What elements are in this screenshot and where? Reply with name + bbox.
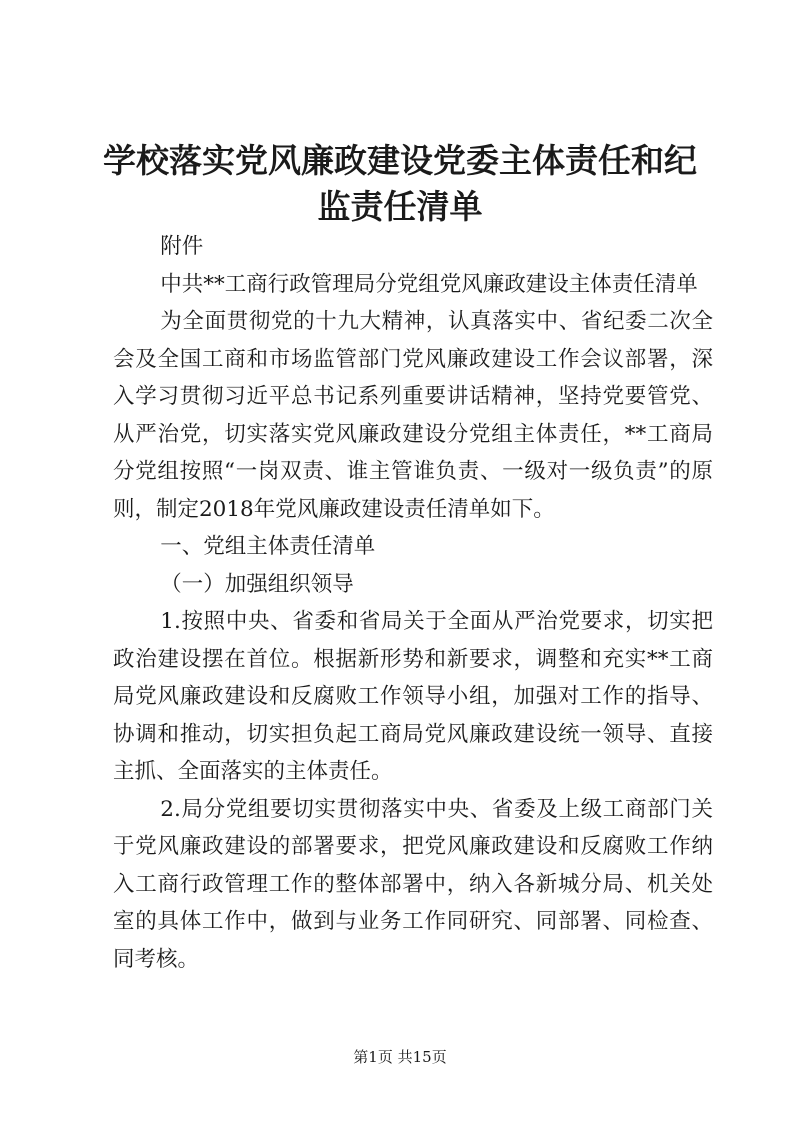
document-body <box>113 228 713 978</box>
paragraph-item-2: 2.局分党组要切实贯彻落实中央、省委及上级工商部门关于党风廉政建设的部署要求，把党风廉政建设和反腐败工作纳入工商行政管理工作的整体部署中，纳入各新城分局、机关处室的具体工作中，做到与业务工作同研究、同部署、同检查、同考核。 <box>113 796 713 972</box>
paragraph-item-1: 1.按照中央、省委和省局关于全面从严治党要求，切实把政治建设摆在首位。根据新形势和新要求，调整和充实**工商局党风廉政建设和反腐败工作领导小组，加强对工作的指导、协调和推动，切实担负起工商局党风廉政建设统一领导、直接主抓、全面落实的主体责任。 <box>113 609 713 784</box>
paragraph-intro: 为全面贯彻党的十九大精神，认真落实中、省纪委二次全会及全国工商和市场监管部门党风廉政建设工作会议部署，深入学习贯彻习近平总书记系列重要讲话精神，坚持党要管党、从严治党，切实落实党风廉政建设分党组主体责任，**工商局分党组按照“一岗双责、谁主管谁负责、一级对一级负责”的原则，制定2018年党风廉政建设责任清单如下。 <box>113 309 713 522</box>
document-title: 学校落实党风廉政建设党委主体责任和纪监责任清单 <box>103 141 697 226</box>
section-heading: 一、党组主体责任清单 <box>160 534 376 559</box>
page-number-footer: 第1页 共15页 <box>353 1048 447 1066</box>
subsection-heading: （一）加强组织领导 <box>160 571 354 597</box>
paragraph-attachment: 附件 <box>160 234 204 259</box>
paragraph-subtitle: 中共**工商行政管理局分党组党风廉政建设主体责任清单 <box>160 271 698 297</box>
